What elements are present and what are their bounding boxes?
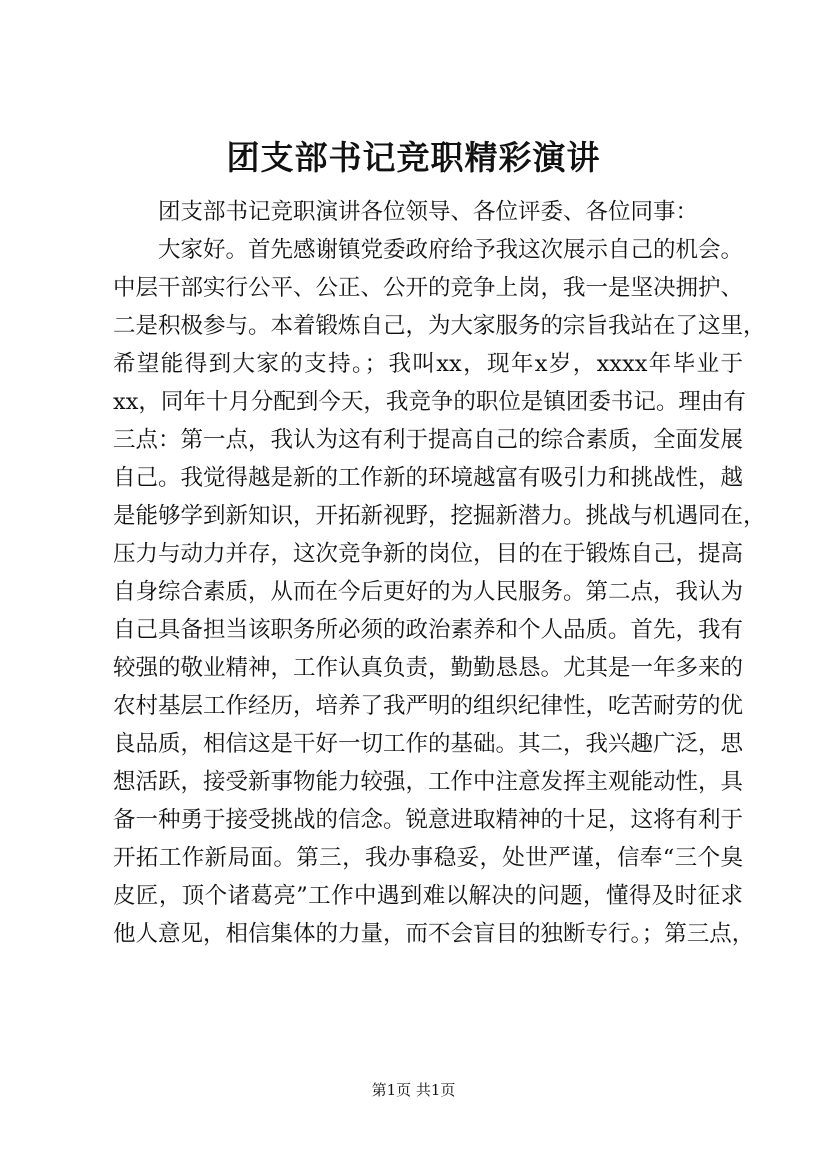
document-body bbox=[113, 193, 766, 953]
body-line: 是能够学到新知识，开拓新视野，挖掘新潜力。挑战与机遇同在， bbox=[113, 503, 766, 529]
body-line: 他人意见，相信集体的力量，而不会盲目的独断专行。；第三点， bbox=[113, 921, 755, 947]
body-line: 良品质，相信这是干好一切工作的基础。其二，我兴趣广泛，思 bbox=[113, 731, 744, 757]
body-line: 自己具备担当该职务所必须的政治素养和个人品质。首先，我有 bbox=[113, 617, 744, 643]
body-line: 自身综合素质，从而在今后更好的为人民服务。第二点，我认为 bbox=[113, 579, 744, 605]
document-title: 团支部书记竞职精彩演讲 bbox=[226, 138, 601, 177]
body-line: 备一种勇于接受挑战的信念。锐意进取精神的十足，这将有利于 bbox=[113, 807, 744, 833]
body-line: 三点：第一点，我认为这有利于提高自己的综合素质，全面发展 bbox=[113, 427, 744, 453]
body-line: 自己。我觉得越是新的工作新的环境越富有吸引力和挑战性，越 bbox=[113, 465, 744, 491]
body-line: 较强的敬业精神，工作认真负责，勤勤恳恳。尤其是一年多来的 bbox=[113, 655, 744, 681]
body-line: 想活跃，接受新事物能力较强，工作中注意发挥主观能动性，具 bbox=[113, 769, 744, 795]
body-line: 中层干部实行公平、公正、公开的竞争上岗，我一是坚决拥护、 bbox=[113, 275, 744, 301]
page-footer: 第1页 共1页 bbox=[371, 1081, 456, 1099]
body-line: 希望能得到大家的支持。；我叫xx，现年x岁，xxxx年毕业于 bbox=[113, 351, 743, 377]
body-line: 大家好。首先感谢镇党委政府给予我这次展示自己的机会。 bbox=[158, 237, 744, 263]
body-line: 压力与动力并存，这次竞争新的岗位，目的在于锻炼自己，提高 bbox=[113, 541, 744, 567]
body-line: 团支部书记竞职演讲各位领导、各位评委、各位同事： bbox=[158, 199, 699, 225]
body-line: 二是积极参与。本着锻炼自己，为大家服务的宗旨我站在了这里， bbox=[113, 313, 766, 339]
body-line: 开拓工作新局面。第三，我办事稳妥，处世严谨，信奉“三个臭 bbox=[113, 845, 743, 871]
body-line: 皮匠，顶个诸葛亮”工作中遇到难以解决的问题，懂得及时征求 bbox=[113, 883, 743, 909]
body-line: 农村基层工作经历，培养了我严明的组织纪律性，吃苦耐劳的优 bbox=[113, 693, 744, 719]
body-line: xx，同年十月分配到今天，我竞争的职位是镇团委书记。理由有 bbox=[113, 389, 746, 415]
